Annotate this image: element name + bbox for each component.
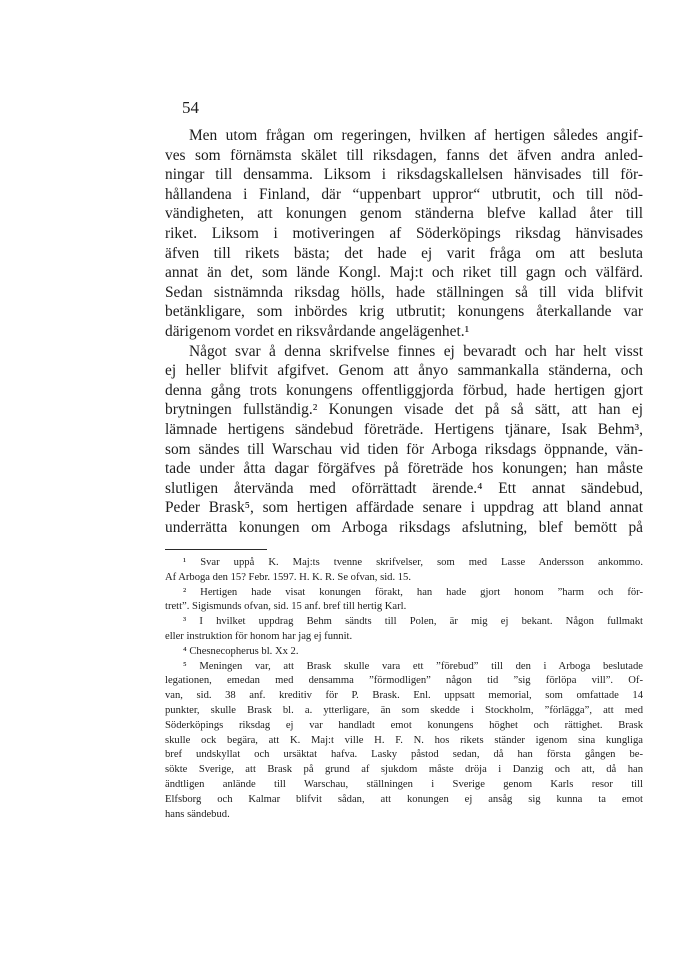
text-line: Peder Brask⁵, som hertigen affärdade senare i uppdrag att bland annat (165, 499, 643, 517)
text-line: underrätta konungen om Arboga riksdags afslutning, blef bemött på (165, 518, 643, 536)
footnote-line: skulle ock begära, att K. Maj:t ville H. F. N. hos rikets ständer igenom sina kungliga (165, 734, 643, 746)
footnote-line: ⁴ Chesnecopherus bl. Xx 2. (183, 645, 299, 657)
text-line: lämnade hertigens sändebud företräde. Hertigens tjänare, Isak Behm³, (165, 420, 643, 438)
text-line: slutligen återvända med oförrättadt ärende.⁴ Ett annat sändebud, (165, 479, 643, 497)
footnote-line: bref undskyllat och ursäktat hafva. Lasky påstod sedan, då han första gången be- (165, 749, 643, 761)
text-line: äfven till rikets bästa; det hade ej varit fråga om att besluta (165, 244, 643, 262)
text-line: Något svar å denna skrifvelse finnes ej bevaradt och har helt visst (189, 342, 643, 360)
page-number: 54 (182, 98, 199, 117)
footnote-line: punkter, skulle Brask bl. a. ytterligare, än som skedde i Stockholm, ”förlägga”, att med (165, 704, 643, 716)
footnote-line: ¹ Svar uppå K. Maj:ts tvenne skrifvelser, som med Lasse Andersson ankommo. (183, 557, 643, 568)
footnote-line: ändtligen anlände till Warschau, ställningen i Sverige genom Karls resor till (165, 778, 643, 790)
text-line: Men utom frågan om regeringen, hvilken af hertigen således angif- (189, 127, 643, 144)
text-line: betänkligare, som inbördes krig utbrutit; konungens återkallande var (165, 303, 643, 321)
text-line: som sändes till Warschau vid tiden för Arboga riksdags öppnande, vän- (165, 440, 643, 458)
footnote-line: ² Hertigen hade visat konungen förakt, han hade gjort honom ”harm och för- (183, 586, 643, 598)
footnote-line: legationen, emedan med densamma ”förmodligen” någon tid ”sig förlöpa vill”. Of- (165, 675, 643, 687)
footnote-line: eller instruktion för honom har jag ej funnit. (165, 630, 353, 642)
footnote-line: Söderköpings riksdag ej var handladt emot konungens höghet och rättighet. Brask (165, 719, 643, 731)
footnote-line: ³ I hvilket uppdrag Behm sändts till Polen, är mig ej bekant. Någon fullmakt (183, 616, 643, 628)
text-line: ves som förnämsta skälet till riksdagen, fanns det äfven andra anled- (165, 146, 643, 164)
footnote-separator (165, 549, 267, 550)
text-line: annat än det, som lände Kongl. Maj:t och riket till gagn och välfärd. (165, 264, 643, 282)
text-line: hållandena i Finland, där “uppenbart uppror“ utbrutit, och till nöd- (165, 185, 643, 203)
text-line: brytningen fullständig.² Konungen visade det på så sätt, att han ej (165, 401, 643, 419)
footnote-line: trett”. Sigismunds ofvan, sid. 15 anf. bref till hertig Karl. (165, 601, 407, 613)
text-line: vändigheten, att konungen genom ständerna blefve kallad åter till (165, 205, 643, 223)
text-line: ej heller blifvit afgifvet. Genom att ånyo sammankalla ständerna, och (165, 362, 643, 380)
text-line: ningar till densamma. Liksom i riksdagskallelsen hänvisades till för- (165, 166, 643, 184)
footnote-line: Elfsborg och Kalmar blifvit sådan, att konungen ej ansåg sig kunna ta emot (165, 793, 643, 805)
text-line: denna gång trots konungens offentliggjorda förbud, hade hertigen gjort (165, 381, 643, 399)
footnote-line: van, sid. 38 anf. kreditiv för P. Brask. Enl. uppsatt memorial, som omfattade 14 (165, 690, 643, 702)
text-line: tade under åtta dagar förgäfves på företräde hos konungen; han måste (165, 460, 643, 478)
text-line: riket. Liksom i motiveringen af Söderköpings riksdag hänvisades (165, 224, 643, 242)
text-line: därigenom vordet en riksvårdande angelägenhet.¹ (165, 322, 470, 340)
text-line: Sedan sistnämnda riksdag hölls, hade ställningen så till vida blifvit (165, 283, 643, 301)
footnote-line: hans sändebud. (165, 808, 230, 820)
main-text (165, 126, 643, 537)
footnote-line: ⁵ Meningen var, att Brask skulle vara ett ”förebud” till den i Arboga beslutade (183, 660, 643, 672)
footnote-line: Af Arboga den 15? Febr. 1597. H. K. R. Se ofvan, sid. 15. (165, 571, 411, 583)
footnote-line: sökte Sverige, att Brask på grund af sjukdom måste dröja i Danzig och att, då han (165, 764, 643, 776)
footnotes (165, 556, 643, 822)
